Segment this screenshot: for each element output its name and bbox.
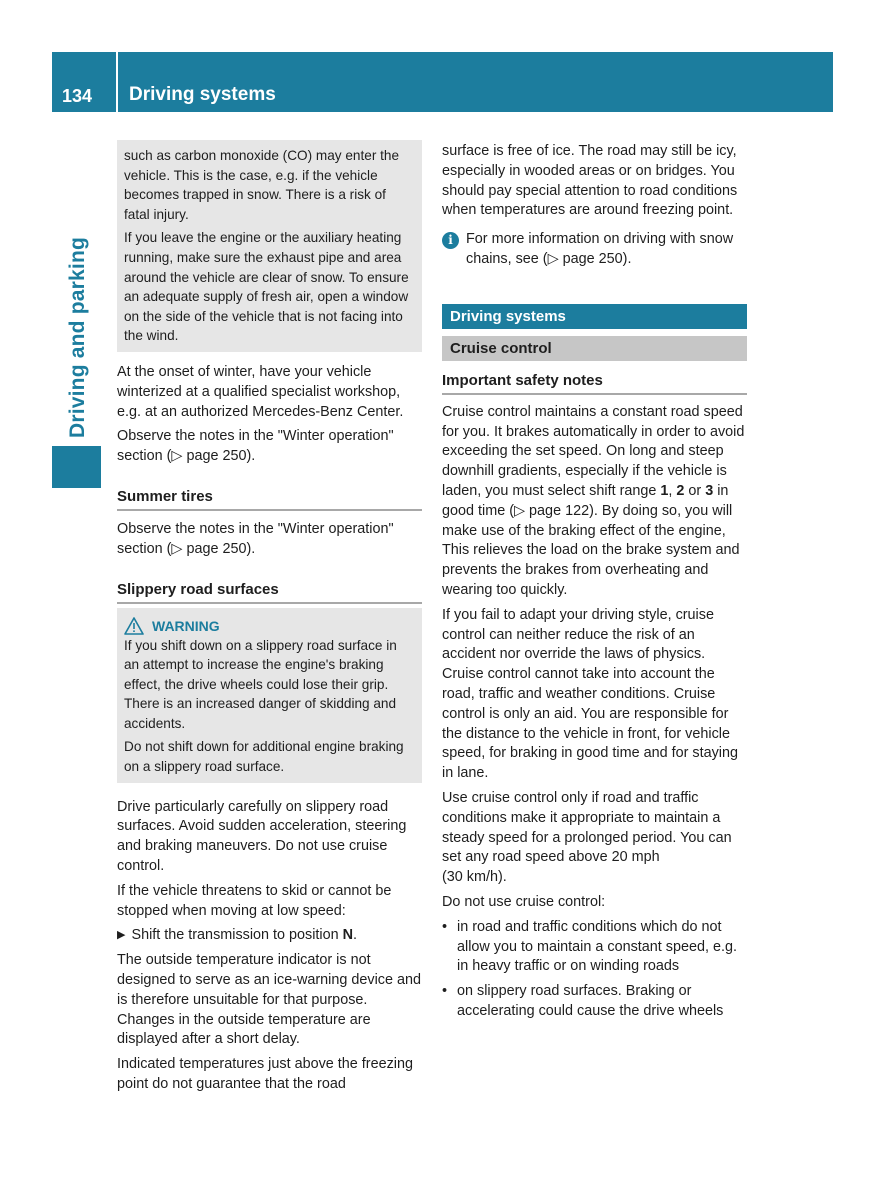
section-heading-summer-tires: Summer tires xyxy=(117,487,422,511)
header-divider xyxy=(116,52,118,112)
body-paragraph: If the vehicle threatens to skid or cannot be stopped when moving at low speed: xyxy=(117,882,392,919)
body-paragraph: (30 km/h). xyxy=(442,869,507,886)
left-column xyxy=(117,140,422,1095)
body-paragraph: surface is free of ice. The road may still be icy, especially in wooded areas or on bridges. You should pay special attention to road conditions when temperatures are around freezing point. xyxy=(442,143,738,219)
warning-box xyxy=(117,608,422,783)
subsection-bar-cruise-control: Cruise control xyxy=(442,336,747,361)
section-bar-driving-systems: Driving systems xyxy=(442,304,747,329)
danger-paragraph: If you leave the engine or the auxiliary heating running, make sure the exhaust pipe and area around the vehicle are clear of snow. To ensure an adequate supply of fresh air, open a window on the side of the vehicle that is not facing into the wind. xyxy=(124,230,409,344)
info-note xyxy=(442,230,747,270)
section-heading-slippery-roads: Slippery road surfaces xyxy=(117,580,422,604)
warning-paragraph: Do not shift down for additional engine braking on a slippery road surface. xyxy=(124,739,404,775)
body-paragraph: Observe the notes in the "Winter operation" section (▷ page 250). xyxy=(117,520,394,557)
page-number: 134 xyxy=(62,86,93,106)
list-item: • on slippery road surfaces. Braking or accelerating could cause the drive wheels xyxy=(442,983,724,1019)
right-column xyxy=(442,142,747,1022)
body-paragraph: Drive particularly carefully on slippery road surfaces. Avoid sudden acceleration, steering and braking maneuvers. Do not use cruise control. xyxy=(117,798,407,875)
body-paragraph: Use cruise control only if road and traffic conditions make it appropriate to maintain a steady speed for a prolonged period. You can set any road speed above 20 mph xyxy=(442,789,732,866)
info-icon: i xyxy=(442,232,459,249)
warning-label: WARNING xyxy=(152,617,220,634)
body-paragraph: Cruise control maintains a constant road speed for you. It brakes automatically in order to avoid exceeding the set speed. On long and steep downhill gradients, especially if the vehicle is laden, you must select shift range 1, 2 or 3 in good time (▷ page 122). By doing so, you will make use of the braking effect of the engine, This relieves the load on the brake system and prevents the brakes from overheating and wearing too quickly. xyxy=(442,403,745,598)
section-heading-safety-notes: Important safety notes xyxy=(442,371,747,395)
body-paragraph: Do not use cruise control: xyxy=(442,893,606,910)
danger-box-continued xyxy=(117,140,422,352)
danger-paragraph: such as carbon monoxide (CO) may enter the vehicle. This is the case, e.g. if the vehicle becomes trapped in snow. There is a risk of fatal injury. xyxy=(124,148,400,222)
body-paragraph: At the onset of winter, have your vehicle winterized at a qualified specialist workshop, e.g. at an authorized Mercedes-Benz Center. xyxy=(117,363,404,420)
warning-triangle-icon xyxy=(124,617,144,635)
body-paragraph: If you fail to adapt your driving style, cruise control can neither reduce the risk of an accident nor override the laws of physics. Cruise control cannot take into account the road, traffic and weather conditions. Cruise control is only an aid. You are responsible for the distance to the vehicle in front, for vehicle speed, for braking in good time and for staying in lane. xyxy=(442,606,738,782)
body-paragraph: Observe the notes in the "Winter operation" section (▷ page 250). xyxy=(117,428,394,465)
body-paragraph: The outside temperature indicator is not designed to serve as an ice-warning device and is therefore unsuitable for that purpose. Changes in the outside temperature are displayed after a short delay. xyxy=(117,952,421,1048)
body-paragraph: Indicated temperatures just above the freezing point do not guarantee that the road xyxy=(117,1056,413,1093)
bullet-list xyxy=(442,918,747,1022)
instruction-text: Shift the transmission to position N. xyxy=(131,927,358,944)
warning-paragraph: If you shift down on a slippery road surface in an attempt to increase the engine's braking effect, the drive wheels could lose their grip. There is an increased danger of skidding and accidents. xyxy=(124,637,397,731)
chapter-label-text: Driving and parking xyxy=(66,237,89,438)
page-title: Driving systems xyxy=(129,84,276,105)
warning-header xyxy=(124,614,415,636)
step-arrow-icon: ▶ xyxy=(117,929,126,942)
instruction-step xyxy=(117,926,422,946)
info-text: For more information on driving with snow chains, see (▷ page 250). xyxy=(466,231,734,267)
list-item: • in road and traffic conditions which do not allow you to maintain a constant speed, e.g. in heavy traffic or on winding roads xyxy=(442,918,737,975)
